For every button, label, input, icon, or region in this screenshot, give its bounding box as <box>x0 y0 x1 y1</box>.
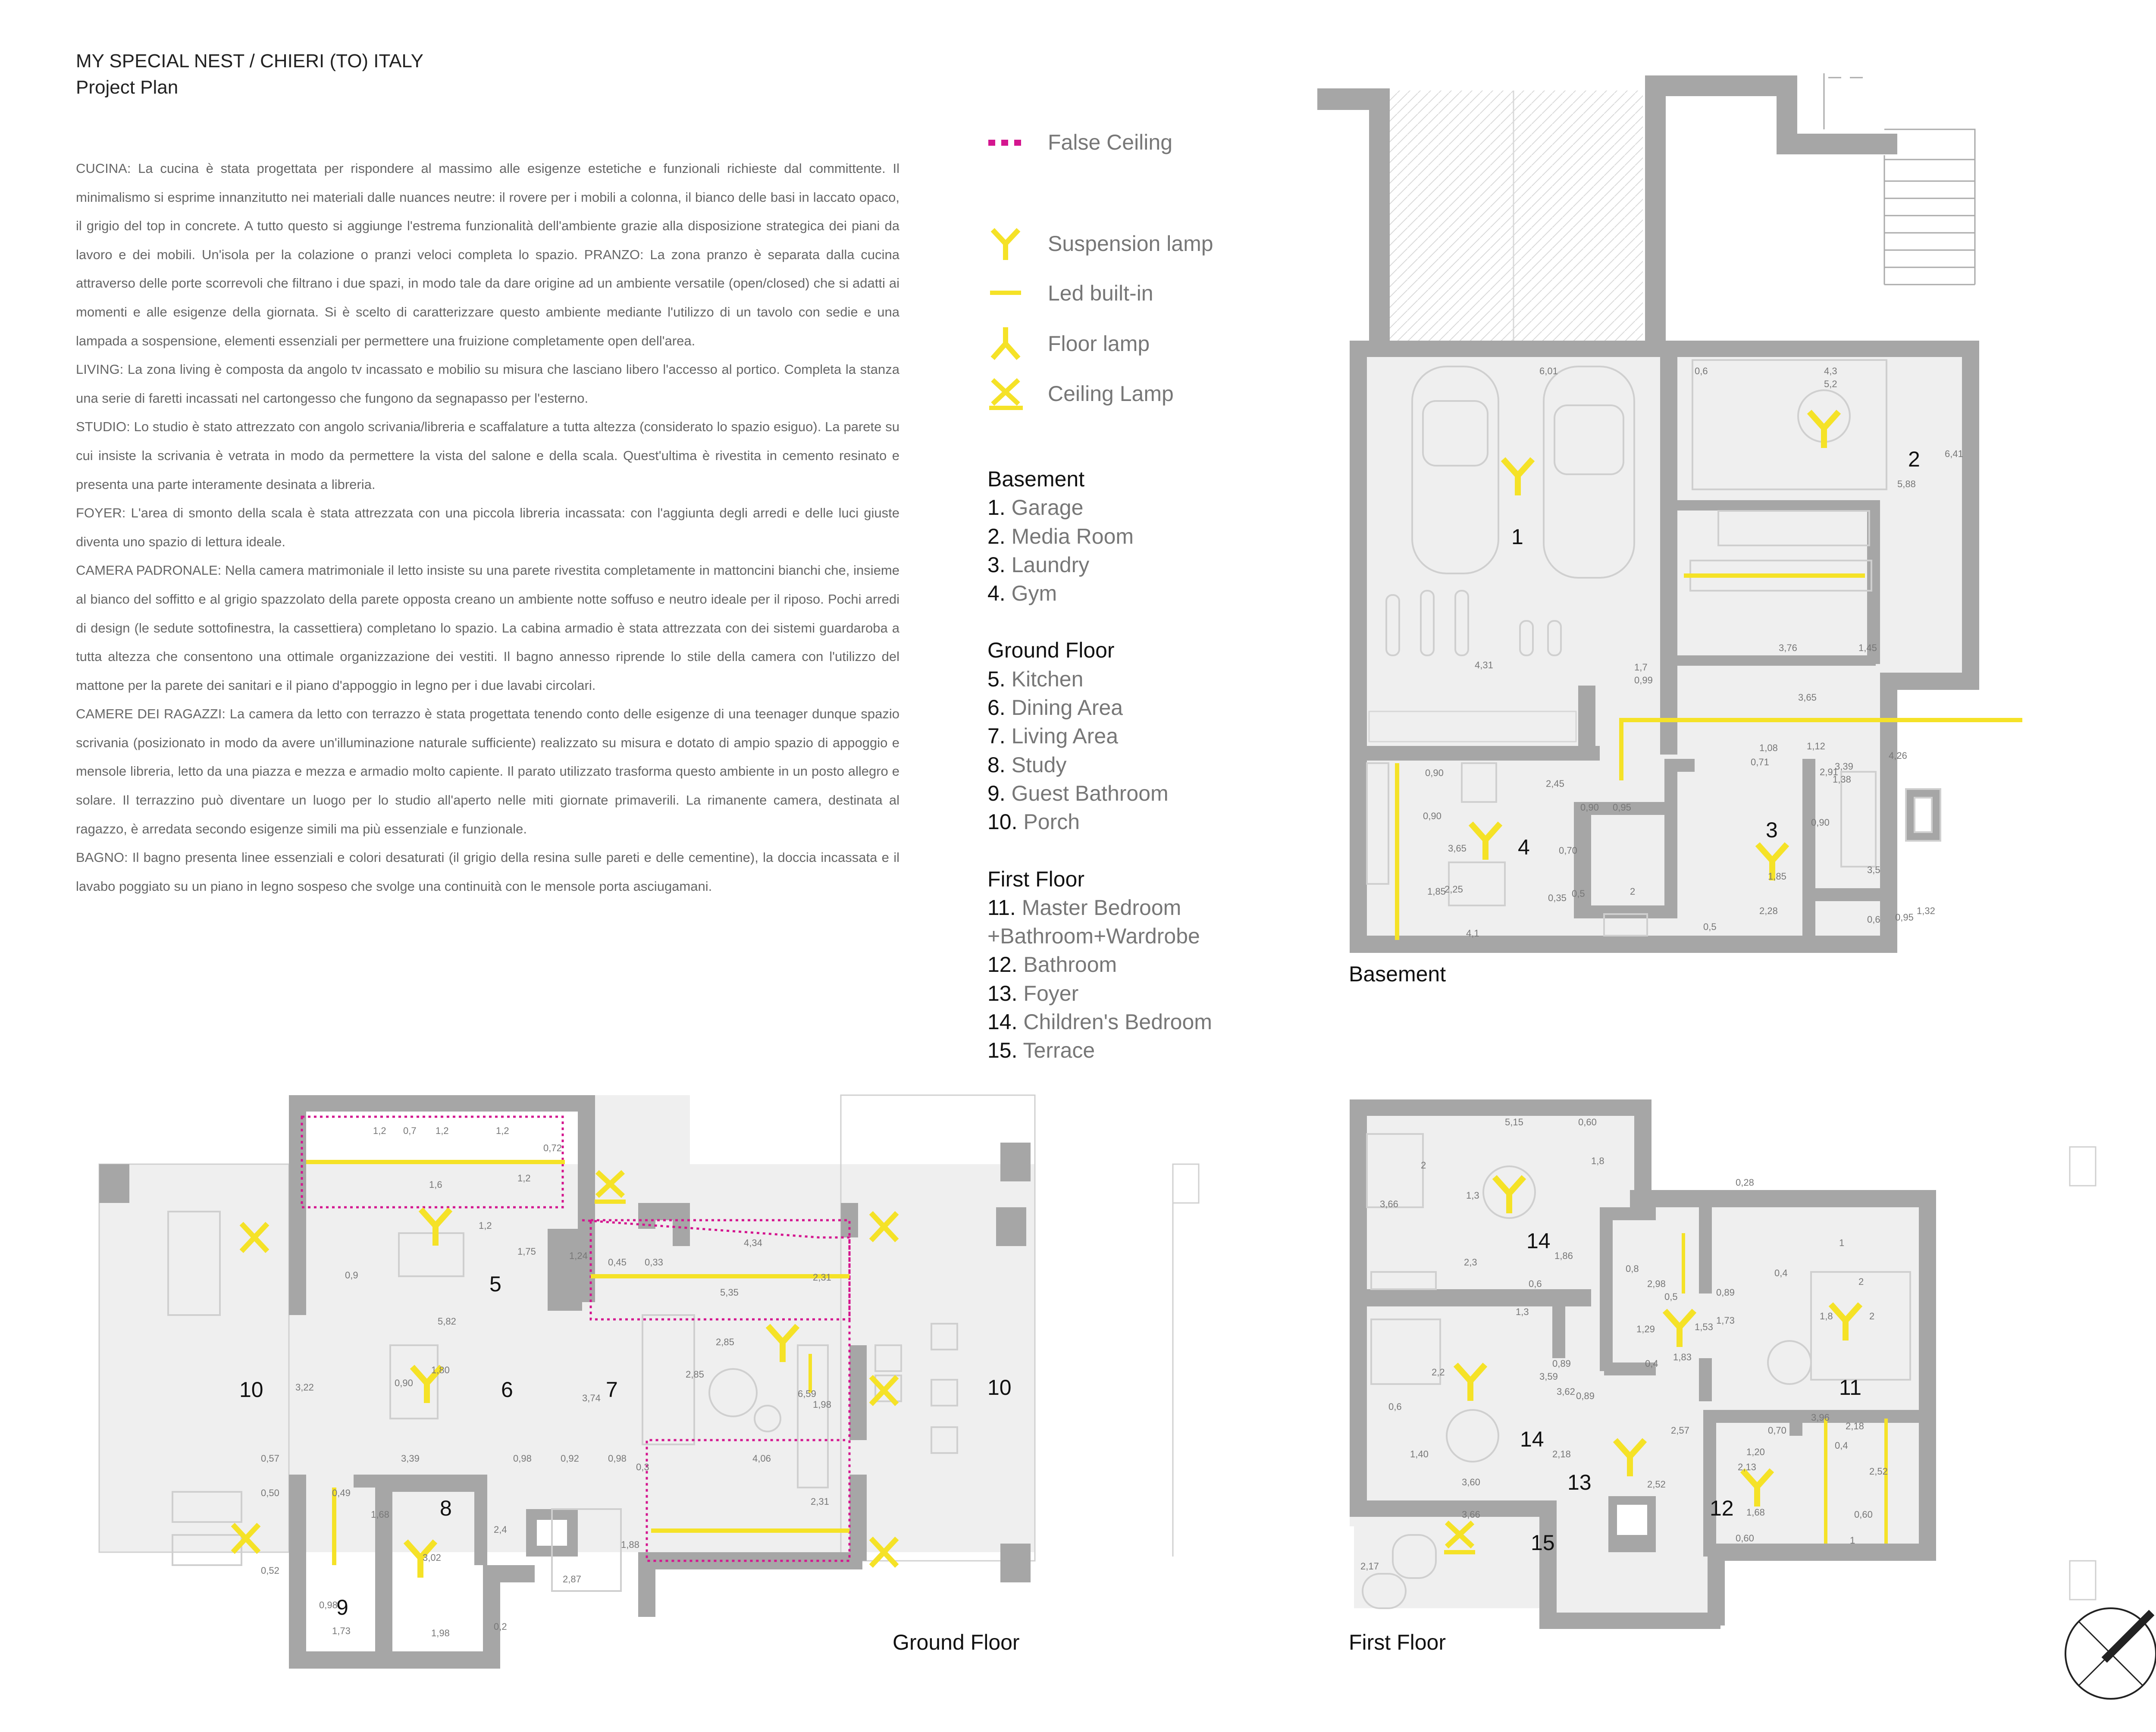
description-paragraph: LIVING: La zona living è composta da angolo tv incassato e mobilio su misura che lasciano libero l'accesso al portico. Completa la stanza una serie di faretti incassati nel cartongesso che fungono da segnapasso per l'esterno. <box>76 362 899 406</box>
dimension-label: 1,3 <box>1466 1190 1479 1201</box>
dimension-label: 1,73 <box>332 1626 351 1636</box>
dimension-label: 0,6 <box>1388 1401 1402 1412</box>
dimension-label: 2,52 <box>1647 1479 1666 1490</box>
dimension-label: 0,3 <box>636 1462 649 1472</box>
north-arrow-icon <box>2065 1608 2156 1699</box>
dimension-label: 2,31 <box>811 1496 829 1507</box>
ramp-area <box>1388 91 1643 345</box>
room-item: 15. Terrace <box>987 1038 1095 1063</box>
dimension-label: 2 <box>1869 1311 1875 1322</box>
dimension-label: 2,85 <box>716 1337 734 1347</box>
room-item: 8. Study <box>987 752 1067 777</box>
dimension-label: 2,45 <box>1546 778 1564 789</box>
dimension-label: 3,66 <box>1380 1199 1398 1209</box>
legend-label: False Ceiling <box>1048 130 1173 154</box>
dimension-label: 0,5 <box>1703 921 1717 932</box>
dimension-label: 6,01 <box>1539 366 1558 376</box>
dimension-label: 0,50 <box>261 1488 279 1498</box>
dimension-label: 3,62 <box>1557 1386 1575 1397</box>
dimension-label: 2,17 <box>1360 1561 1379 1572</box>
dimension-label: 0,6 <box>1529 1278 1542 1289</box>
dimension-label: 5,35 <box>720 1287 739 1298</box>
dimension-label: 2,4 <box>494 1524 507 1535</box>
group-title-ground-floor: Ground Floor <box>987 638 1115 663</box>
dimension-label: 0,52 <box>261 1565 279 1576</box>
room-number: 1 <box>1511 525 1523 549</box>
room-number: 8 <box>440 1496 452 1520</box>
dimension-label: 0,45 <box>608 1257 627 1268</box>
room-item: 6. Dining Area <box>987 695 1123 720</box>
dimension-label: 1,68 <box>371 1509 389 1520</box>
dimension-label: 5,15 <box>1505 1117 1523 1128</box>
dimension-label: 1,24 <box>569 1250 588 1261</box>
dimension-label: 0,4 <box>1645 1358 1658 1369</box>
dimension-label: 0,71 <box>1751 757 1769 767</box>
room-item: 12. Bathroom <box>987 952 1117 977</box>
dimension-label: 0,89 <box>1576 1391 1595 1401</box>
dimension-label: 1,68 <box>1746 1507 1765 1518</box>
dimension-label: 1,73 <box>1716 1315 1735 1326</box>
dimension-label: 0,95 <box>1613 802 1631 813</box>
dimension-label: 0,6 <box>1695 366 1708 376</box>
room-number: 2 <box>1908 447 1920 471</box>
description-paragraph: BAGNO: Il bagno presenta linee essenziali e colori desaturati (il grigio della resina sulle pareti e delle cementine), la doccia incassata e il lavabo poggiato su un piano in legno sospeso che svolge una continuità con le mensole porta asciugamani. <box>76 850 899 894</box>
dimension-label: 3,65 <box>1798 692 1817 703</box>
dimension-label: 1 <box>1839 1237 1845 1248</box>
room-item: 14. Children's Bedroom <box>987 1010 1212 1034</box>
dimension-label: 5,88 <box>1897 479 1916 489</box>
dimension-label: 1,29 <box>1636 1324 1655 1334</box>
dimension-label: 0,60 <box>1854 1509 1873 1520</box>
dimension-label: 1,08 <box>1759 742 1778 753</box>
room-item: 7. Living Area <box>987 724 1118 749</box>
dimension-label: 5,2 <box>1824 379 1837 389</box>
room-item: +Bathroom+Wardrobe <box>987 924 1200 949</box>
dimension-label: 4,26 <box>1889 750 1907 761</box>
dimension-label: 0,90 <box>395 1378 413 1388</box>
dimension-label: 2 <box>1421 1160 1426 1171</box>
dimension-label: 1,53 <box>1695 1322 1713 1332</box>
dimension-label: 1,98 <box>431 1628 450 1638</box>
dimension-label: 2,18 <box>1552 1449 1571 1460</box>
dimension-label: 1,6 <box>429 1179 442 1190</box>
dimension-label: 1,86 <box>1554 1250 1573 1261</box>
dimension-label: 0,70 <box>1768 1425 1786 1436</box>
dimension-label: 0,60 <box>1578 1117 1597 1128</box>
dimension-label: 2,2 <box>1432 1367 1445 1378</box>
dimension-label: 4,31 <box>1475 660 1493 670</box>
legend-label: Floor lamp <box>1048 332 1150 356</box>
dimension-label: 1,7 <box>1634 662 1648 673</box>
dimension-label: 2,57 <box>1671 1425 1689 1436</box>
dimension-label: 0,98 <box>319 1600 338 1610</box>
group-title-first-floor: First Floor <box>987 867 1084 891</box>
dimension-label: 4,3 <box>1824 366 1837 376</box>
dimension-label: 1,2 <box>517 1173 531 1184</box>
room-number: 4 <box>1518 835 1530 859</box>
dimension-label: 3,39 <box>401 1453 420 1464</box>
dimension-label: 0,90 <box>1423 811 1442 821</box>
dimension-label: 1,85 <box>1427 886 1446 897</box>
dimension-label: 1,2 <box>436 1125 449 1136</box>
dimension-label: 0,5 <box>1664 1291 1678 1302</box>
room-number: 13 <box>1567 1470 1592 1494</box>
dimension-label: 3,66 <box>1462 1509 1480 1520</box>
project-subtitle: Project Plan <box>76 77 179 98</box>
dimension-label: 0,35 <box>1548 893 1567 903</box>
dimension-label: 1,2 <box>496 1125 509 1136</box>
dimension-label: 3,39 <box>1835 761 1853 772</box>
room-number: 7 <box>606 1378 618 1402</box>
wall <box>1369 88 1390 347</box>
room-number: 10 <box>987 1375 1012 1400</box>
dimension-label: 0,8 <box>1626 1263 1639 1274</box>
room-number: 9 <box>336 1595 348 1619</box>
dimension-label: 3,65 <box>1448 843 1467 854</box>
room-number: 14 <box>1526 1229 1551 1253</box>
dimension-label: 1,2 <box>479 1220 492 1231</box>
dimension-label: 2,3 <box>1464 1257 1477 1268</box>
project-title: MY SPECIAL NEST / CHIERI (TO) ITALY <box>76 50 424 72</box>
dimension-label: 2,91 <box>1820 767 1838 777</box>
description-paragraph: STUDIO: Lo studio è stato attrezzato con angolo scrivania/libreria e scaffalature a tutta altezza (considerato lo spazio esiguo). La parete su cui insiste la scrivania è vetrata in modo da permettere la vista del salone e della scala. Quest'ultima è rivestita in cemento resinato e presenta una parte interamente desinata a libreria. <box>76 419 899 492</box>
room-number: 3 <box>1766 818 1778 842</box>
description-paragraph: CUCINA: La cucina è stata progettata per rispondere al massimo alle esigenze estetiche e funzionali richieste dal committente. Il minimalismo si esprime innanzitutto nei materiali dalle nuances neutre: il rovere per i mobili a colonna, il bianco delle basi in laccato opaco, il grigio del top in concrete. A tutto questo si aggiunge l'estrema funzionalità dell'ambiente grazie alla disposizione strategica dei piani da lavoro e dei mobili. Un'isola per la colazione o pranzi veloci completa lo spazio. PRANZO: La zona pranzo è separata dalla cucina attraverso delle porte scorrevoli che filtrano i due spazi, in modo tale da dare origine ad un ambiente versatile (open/closed) che si adatti ai momenti e alle esigenze della giornata. Si è scelto di caratterizzare questo ambiente mediante l'utilizzo di un tavolo con sedie e una lampada a sospensione, elementi essenziali per permettere una fruizione completamente open dell'area. <box>76 161 899 348</box>
dimension-label: 1,80 <box>431 1365 450 1375</box>
room-item: 1. Garage <box>987 495 1084 520</box>
dimension-label: 2,98 <box>1647 1278 1666 1289</box>
dimension-label: 3,60 <box>1462 1477 1480 1488</box>
room-number: 14 <box>1520 1427 1544 1451</box>
dimension-label: 0,92 <box>561 1453 579 1464</box>
dimension-label: 0,72 <box>543 1143 562 1153</box>
dimension-label: 2,13 <box>1738 1462 1756 1472</box>
room-number: 10 <box>239 1378 263 1402</box>
legend-label: Suspension lamp <box>1048 232 1213 256</box>
dimension-label: 0,90 <box>1811 817 1830 828</box>
dimension-label: 1,12 <box>1807 741 1825 752</box>
dimension-label: 1,3 <box>1516 1306 1529 1317</box>
room-number: 11 <box>1839 1375 1861 1400</box>
dimension-label: 0,99 <box>1634 675 1653 686</box>
dimension-label: 6,41 <box>1945 448 1963 459</box>
dimension-label: 0,33 <box>645 1257 663 1268</box>
dimension-label: 1,20 <box>1746 1447 1765 1457</box>
description-paragraph: CAMERE DEI RAGAZZI: La camera da letto con terrazzo è stata progettata tenendo conto delle esigenze di una teenager dunque spazio scrivania (posizionato in modo da avere un'illuminazione naturale sufficiente) realizzato su misura e dotato di ampio spazio di appoggio e mensole libreria, letto da una piazza e mezza e armadio molto capiente. Il parato utilizzato trasforma questo ambiente in un posto allegro e solare. Il terrazzino può diventare un luogo per lo studio all'aperto nelle miti giornate primaverili. La rimanente camera, destinata al ragazzo, è arredata secondo esigenze simili ma più essenziale e funzionale. <box>76 706 899 836</box>
dimension-label: 2 <box>1858 1276 1864 1287</box>
room-number: 12 <box>1710 1496 1734 1520</box>
dimension-label: 3,96 <box>1811 1412 1830 1423</box>
dimension-label: 0,4 <box>1774 1268 1788 1278</box>
dimension-label: 0,28 <box>1736 1177 1754 1188</box>
legend-label: Ceiling Lamp <box>1048 382 1174 406</box>
dimension-label: 2,87 <box>563 1574 581 1585</box>
dimension-label: 0,60 <box>1736 1533 1754 1544</box>
dimension-label: 0,89 <box>1716 1287 1735 1298</box>
external-stair <box>1824 73 1975 285</box>
dimension-label: 6,59 <box>798 1388 816 1399</box>
room-item: 10. Porch <box>987 810 1080 834</box>
description-paragraph: CAMERA PADRONALE: Nella camera matrimoniale il letto insiste su una parete rivestita completamente in mattoncini bianchi che, insieme al bianco del soffitto e al grigio spazzolato della parete opposta creano un ambiente notte soffuso e neutro ideale per il riposo. Pochi arredi di design (le sedute sottofinestra, la cassettiera) completano lo spazio. La cabina armadio è stata attrezzata con dei sistemi guardaroba a tutta altezza che consentono una ottimale organizzazione dei vestiti. Il bagno annesso riprende lo stile della camera con l'utilizzo del mattone per la parete dei sanitari e il piano d'appoggio in legno per i due lavabi circolari. <box>76 563 899 693</box>
dimension-label: 4,1 <box>1466 928 1479 939</box>
dimension-label: 3,74 <box>582 1393 601 1403</box>
dimension-label: 0,98 <box>513 1453 532 1464</box>
dimension-label: 0,98 <box>608 1453 627 1464</box>
dimension-label: 1,98 <box>813 1399 831 1410</box>
room-item: 3. Laundry <box>987 552 1090 577</box>
first-floor-plan <box>1173 1099 2096 1629</box>
ground-floor-area <box>99 1164 1035 1552</box>
dimension-label: 0,6 <box>1867 914 1880 925</box>
room-item: 5. Kitchen <box>987 667 1084 691</box>
dimension-label: 1,85 <box>1768 871 1786 882</box>
group-title-basement: Basement <box>987 467 1085 491</box>
room-item: 11. Master Bedroom <box>987 895 1181 920</box>
dimension-label: 3,59 <box>1539 1371 1558 1382</box>
dimension-label: 1,88 <box>621 1539 639 1550</box>
dimension-label: 1,2 <box>373 1125 386 1136</box>
dimension-label: 1,32 <box>1917 905 1935 916</box>
dimension-label: 0,2 <box>494 1621 507 1632</box>
dimension-label: 1,75 <box>517 1246 536 1257</box>
room-item: 4. Gym <box>987 581 1057 606</box>
dimension-label: 0,9 <box>345 1270 358 1281</box>
dimension-label: 0,90 <box>1580 802 1599 813</box>
dimension-label: 4,06 <box>752 1453 771 1464</box>
dimension-label: 2,31 <box>813 1272 831 1283</box>
dimension-label: 2,25 <box>1445 884 1463 895</box>
dimension-label: 0,49 <box>332 1488 351 1498</box>
room-number: 6 <box>501 1378 513 1402</box>
room-number: 15 <box>1531 1531 1555 1555</box>
dimension-label: 0,57 <box>261 1453 279 1464</box>
dimension-label: 2,52 <box>1869 1466 1888 1477</box>
room-number: 5 <box>489 1272 501 1296</box>
wall <box>1645 75 1666 343</box>
dimension-label: 3,5 <box>1867 864 1880 875</box>
plan-label-basement: Basement <box>1349 962 1446 986</box>
dimension-label: 0,90 <box>1425 767 1444 778</box>
dimension-label: 3,76 <box>1779 642 1797 653</box>
wall <box>1777 134 1897 154</box>
description-paragraph: FOYER: L'area di smonto della scala è stata attrezzata con una piccola libreria incassata: con l'aggiunta degli arredi e delle luci giuste diventa uno spazio di lettura ideale. <box>76 505 899 549</box>
dimension-label: 1,45 <box>1858 642 1877 653</box>
dimension-label: 1,8 <box>1820 1311 1833 1322</box>
dimension-label: 5,82 <box>438 1316 456 1327</box>
wall <box>1645 75 1783 96</box>
dimension-label: 0,7 <box>403 1125 417 1136</box>
dimension-label: 0,70 <box>1559 845 1577 856</box>
dimension-label: 0,89 <box>1552 1358 1571 1369</box>
dimension-label: 1 <box>1850 1535 1855 1546</box>
dimension-label: 1,40 <box>1410 1449 1429 1460</box>
plan-label-first-floor: First Floor <box>1349 1630 1446 1654</box>
dimension-label: 2,18 <box>1846 1421 1864 1431</box>
dimension-label: 2,85 <box>686 1369 704 1380</box>
dimension-label: 1,38 <box>1833 774 1851 785</box>
legend-label: Led built-in <box>1048 281 1153 305</box>
dimension-label: 2,28 <box>1759 905 1778 916</box>
dimension-label: 0,95 <box>1895 912 1914 923</box>
room-item: 2. Media Room <box>987 524 1134 548</box>
dimension-label: 2 <box>1630 886 1636 897</box>
plan-label-ground-floor: Ground Floor <box>893 1630 1020 1654</box>
dimension-label: 0,4 <box>1835 1440 1848 1451</box>
dimension-label: 1,83 <box>1673 1352 1692 1362</box>
dimension-label: 0,5 <box>1572 888 1585 899</box>
room-item: 9. Guest Bathroom <box>987 781 1169 805</box>
dimension-label: 3,02 <box>423 1552 441 1563</box>
dimension-label: 4,34 <box>744 1237 762 1248</box>
dimension-label: 1,8 <box>1591 1156 1604 1166</box>
dimension-label: 3,22 <box>295 1382 314 1393</box>
room-item: 13. Foyer <box>987 981 1079 1005</box>
